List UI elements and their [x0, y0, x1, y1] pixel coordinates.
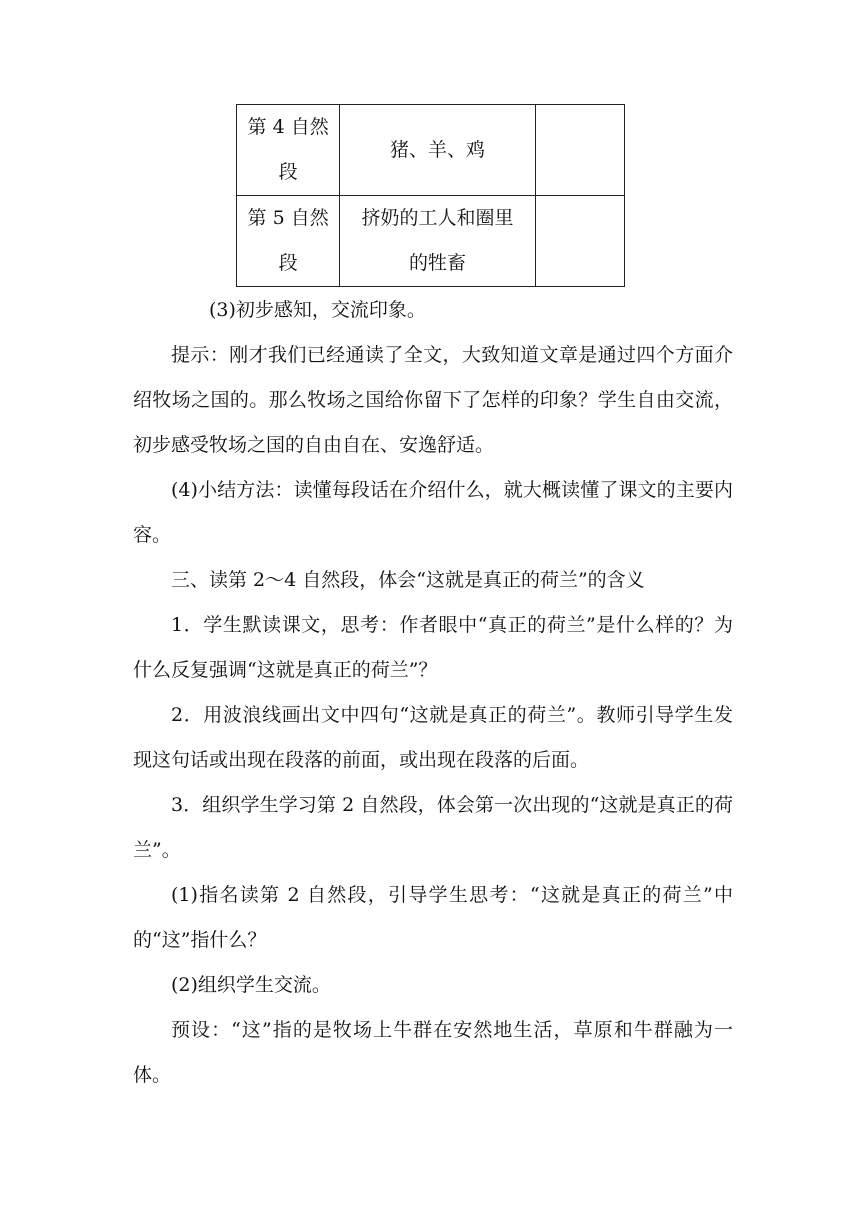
paragraph: (4)小结方法：读懂每段话在介绍什么，就大概读懂了课文的主要内容。	[133, 479, 733, 546]
section-heading: 三、读第 2～4 自然段，体会“这就是真正的荷兰”的含义	[171, 569, 645, 591]
paragraph: (2)组织学生交流。	[171, 974, 331, 996]
paragraph: 提示：刚才我们已经通读了全文，大致知道文章是通过四个方面介绍牧场之国的。那么牧场之国给你留下了怎样的印象？学生自由交流，初步感受牧场之国的自由自在、安逸舒适。	[133, 344, 733, 456]
table-cell-content: 猪、羊、鸡	[340, 105, 536, 196]
paragraph: (3)初步感知，交流印象。	[209, 299, 426, 321]
paragraph: 2．用波浪线画出文中四句“这就是真正的荷兰”。教师引导学生发现这句话或出现在段落的前面，或出现在段落的后面。	[133, 704, 733, 771]
table-cell-label: 第 4 自然段	[237, 105, 340, 196]
table-cell-note	[535, 196, 624, 287]
table-cell-content: 挤奶的工人和圈里的牲畜	[340, 196, 536, 287]
paragraph: 1．学生默读课文，思考：作者眼中“真正的荷兰”是什么样的？为什么反复强调“这就是真正的荷兰”？	[133, 614, 733, 681]
table-cell-note	[535, 105, 624, 196]
paragraph: 预设：“这”指的是牧场上牛群在安然地生活，草原和牛群融为一体。	[133, 1019, 733, 1086]
paragraph: 3．组织学生学习第 2 自然段，体会第一次出现的“这就是真正的荷兰”。	[133, 794, 733, 861]
paragraph-summary-table	[236, 104, 625, 287]
table-row	[237, 196, 625, 287]
table-row	[237, 105, 625, 196]
paragraph: (1)指名读第 2 自然段，引导学生思考：“这就是真正的荷兰”中的“这”指什么？	[133, 884, 733, 951]
table-cell-label: 第 5 自然段	[237, 196, 340, 287]
